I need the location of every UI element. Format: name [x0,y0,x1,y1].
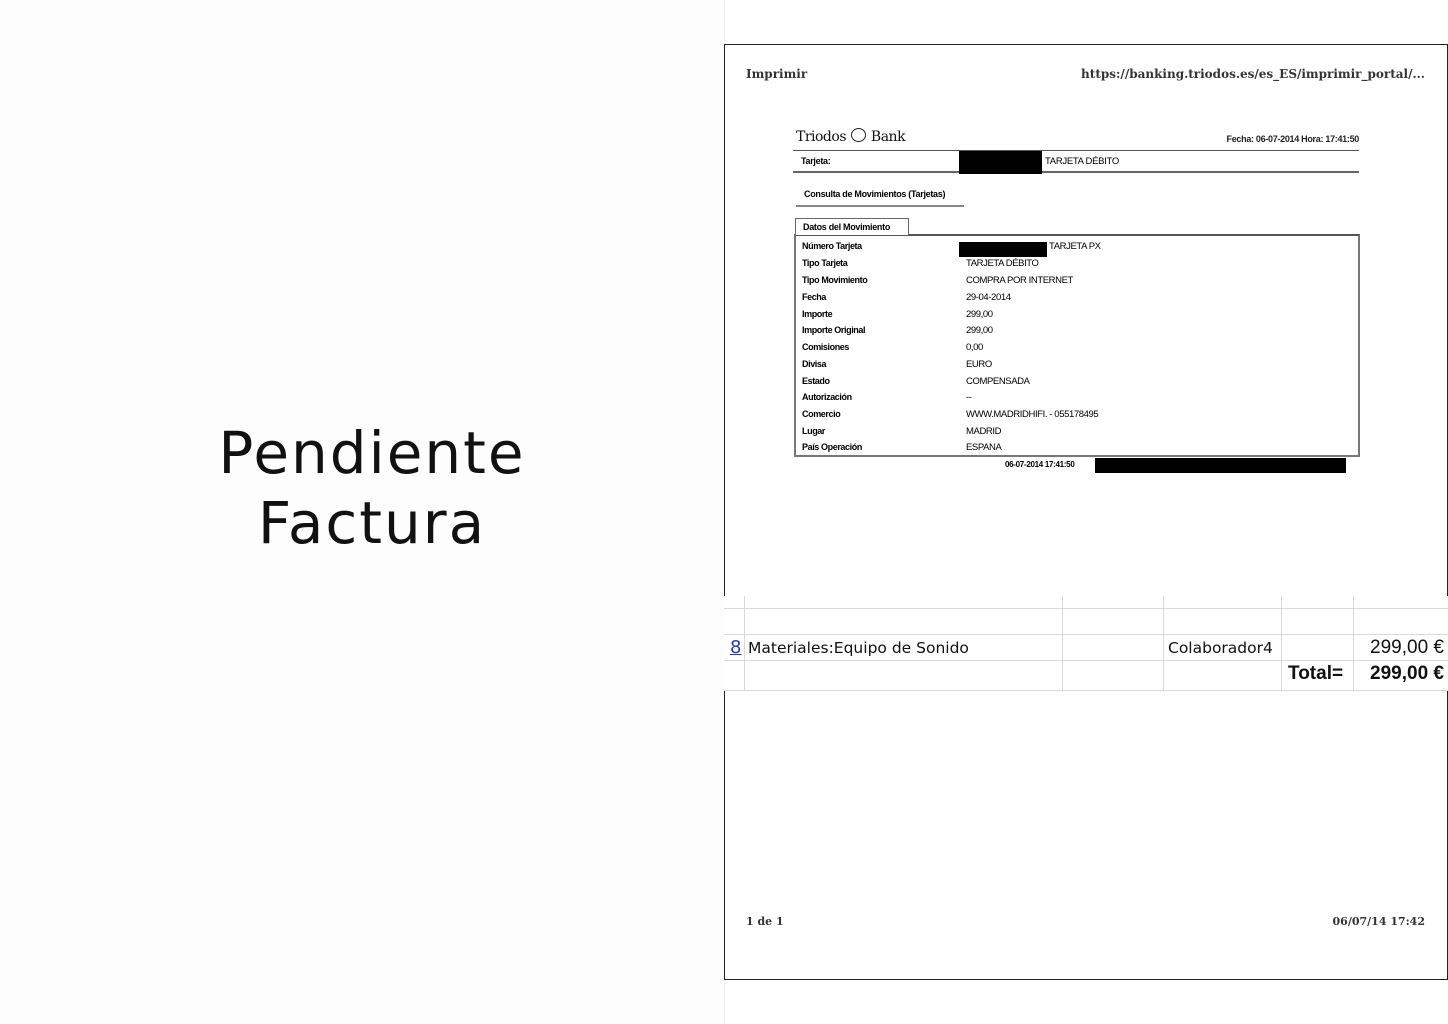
redaction-bar [959,242,1047,257]
print-header-title: Imprimir [746,67,808,81]
movement-details-box [794,234,1360,457]
print-date-time: Fecha: 06-07-2014 Hora: 17:41:50 [1226,134,1359,144]
detail-row [796,309,1358,325]
grid-line [724,608,1448,609]
detail-value: COMPENSADA [966,376,1030,387]
card-row [793,150,1359,173]
detail-label: Lugar [802,426,826,436]
spreadsheet-snippet [724,596,1448,691]
detail-value: ESPANA [966,442,1002,453]
print-header-url: https://banking.triodos.es/es_ES/imprimir_portal/... [1081,67,1425,81]
detail-label: Tipo Movimiento [802,275,868,285]
detail-row [796,442,1358,458]
detail-label: País Operación [802,442,862,452]
grid-line [724,660,1448,661]
collaborator-cell[interactable]: Colaborador4 [1168,639,1273,657]
pending-invoice-label [0,418,744,558]
detail-value: EURO [966,359,992,370]
detail-row [796,409,1358,425]
detail-row [796,325,1358,341]
detail-label: Comisiones [802,342,850,352]
detail-value: 299,00 [966,309,993,320]
total-amount-cell[interactable]: 299,00 € [1370,663,1444,684]
grid-line [1353,596,1354,690]
detail-row [796,342,1358,358]
grid-line [744,596,745,690]
bank-logo-icon [851,128,866,142]
detail-value: MADRID [966,426,1002,437]
detail-value: 299,00 [966,325,993,336]
detail-row [796,359,1358,375]
grid-line [724,634,1448,635]
redaction-bar [959,151,1042,174]
detail-value: TARJETA DÉBITO [966,258,1039,269]
bank-logo-text-1: Triodos [796,129,847,145]
detail-row [796,392,1358,408]
detail-value: TARJETA PX [1049,241,1101,252]
pending-label-line2: Factura [257,489,487,557]
detail-label: Importe [802,309,833,319]
detail-row [796,376,1358,392]
detail-value: 29-04-2014 [966,292,1011,303]
detail-label: Tipo Tarjeta [802,258,848,268]
detail-row [796,241,1358,257]
grid-line [1062,596,1063,690]
amount-cell[interactable]: 299,00 € [1370,637,1444,658]
redaction-bar [1095,458,1346,473]
bank-printout-page [724,44,1448,980]
row-number-link[interactable]: 8 [730,637,742,658]
detail-label: Comercio [802,409,841,419]
detail-label: Fecha [802,292,827,302]
detail-row [796,292,1358,308]
bank-logo-text-2: Bank [870,129,906,145]
detail-row [796,275,1358,291]
detail-value: COMPRA POR INTERNET [966,275,1073,286]
print-footer-date: 06/07/14 17:42 [1332,915,1425,928]
detail-label: Importe Original [802,325,866,335]
detail-label: Estado [802,376,830,386]
detail-value: -- [966,392,972,403]
timestamp-stamp: 06-07-2014 17:41:50 [1005,460,1075,469]
detail-value: 0,00 [966,342,983,353]
detail-row [796,426,1358,442]
bank-logo [796,127,905,145]
grid-line [1281,596,1282,690]
item-description-cell[interactable]: Materiales:Equipo de Sonido [748,639,969,657]
section-title: Consulta de Movimientos (Tarjetas) [796,189,964,207]
detail-label: Autorización [802,392,852,402]
detail-label: Número Tarjeta [802,241,862,251]
detail-value: WWW.MADRIDHIFI. - 055178495 [966,409,1099,420]
tab-details: Datos del Movimiento [795,218,909,235]
grid-line [1163,596,1164,690]
card-value: TARJETA DÉBITO [1045,156,1119,167]
detail-row [796,258,1358,274]
page-counter: 1 de 1 [746,915,784,928]
total-label-cell[interactable]: Total= [1288,663,1344,684]
card-label: Tarjeta: [801,156,831,166]
pending-label-line1: Pendiente [218,419,526,487]
detail-label: Divisa [802,359,827,369]
